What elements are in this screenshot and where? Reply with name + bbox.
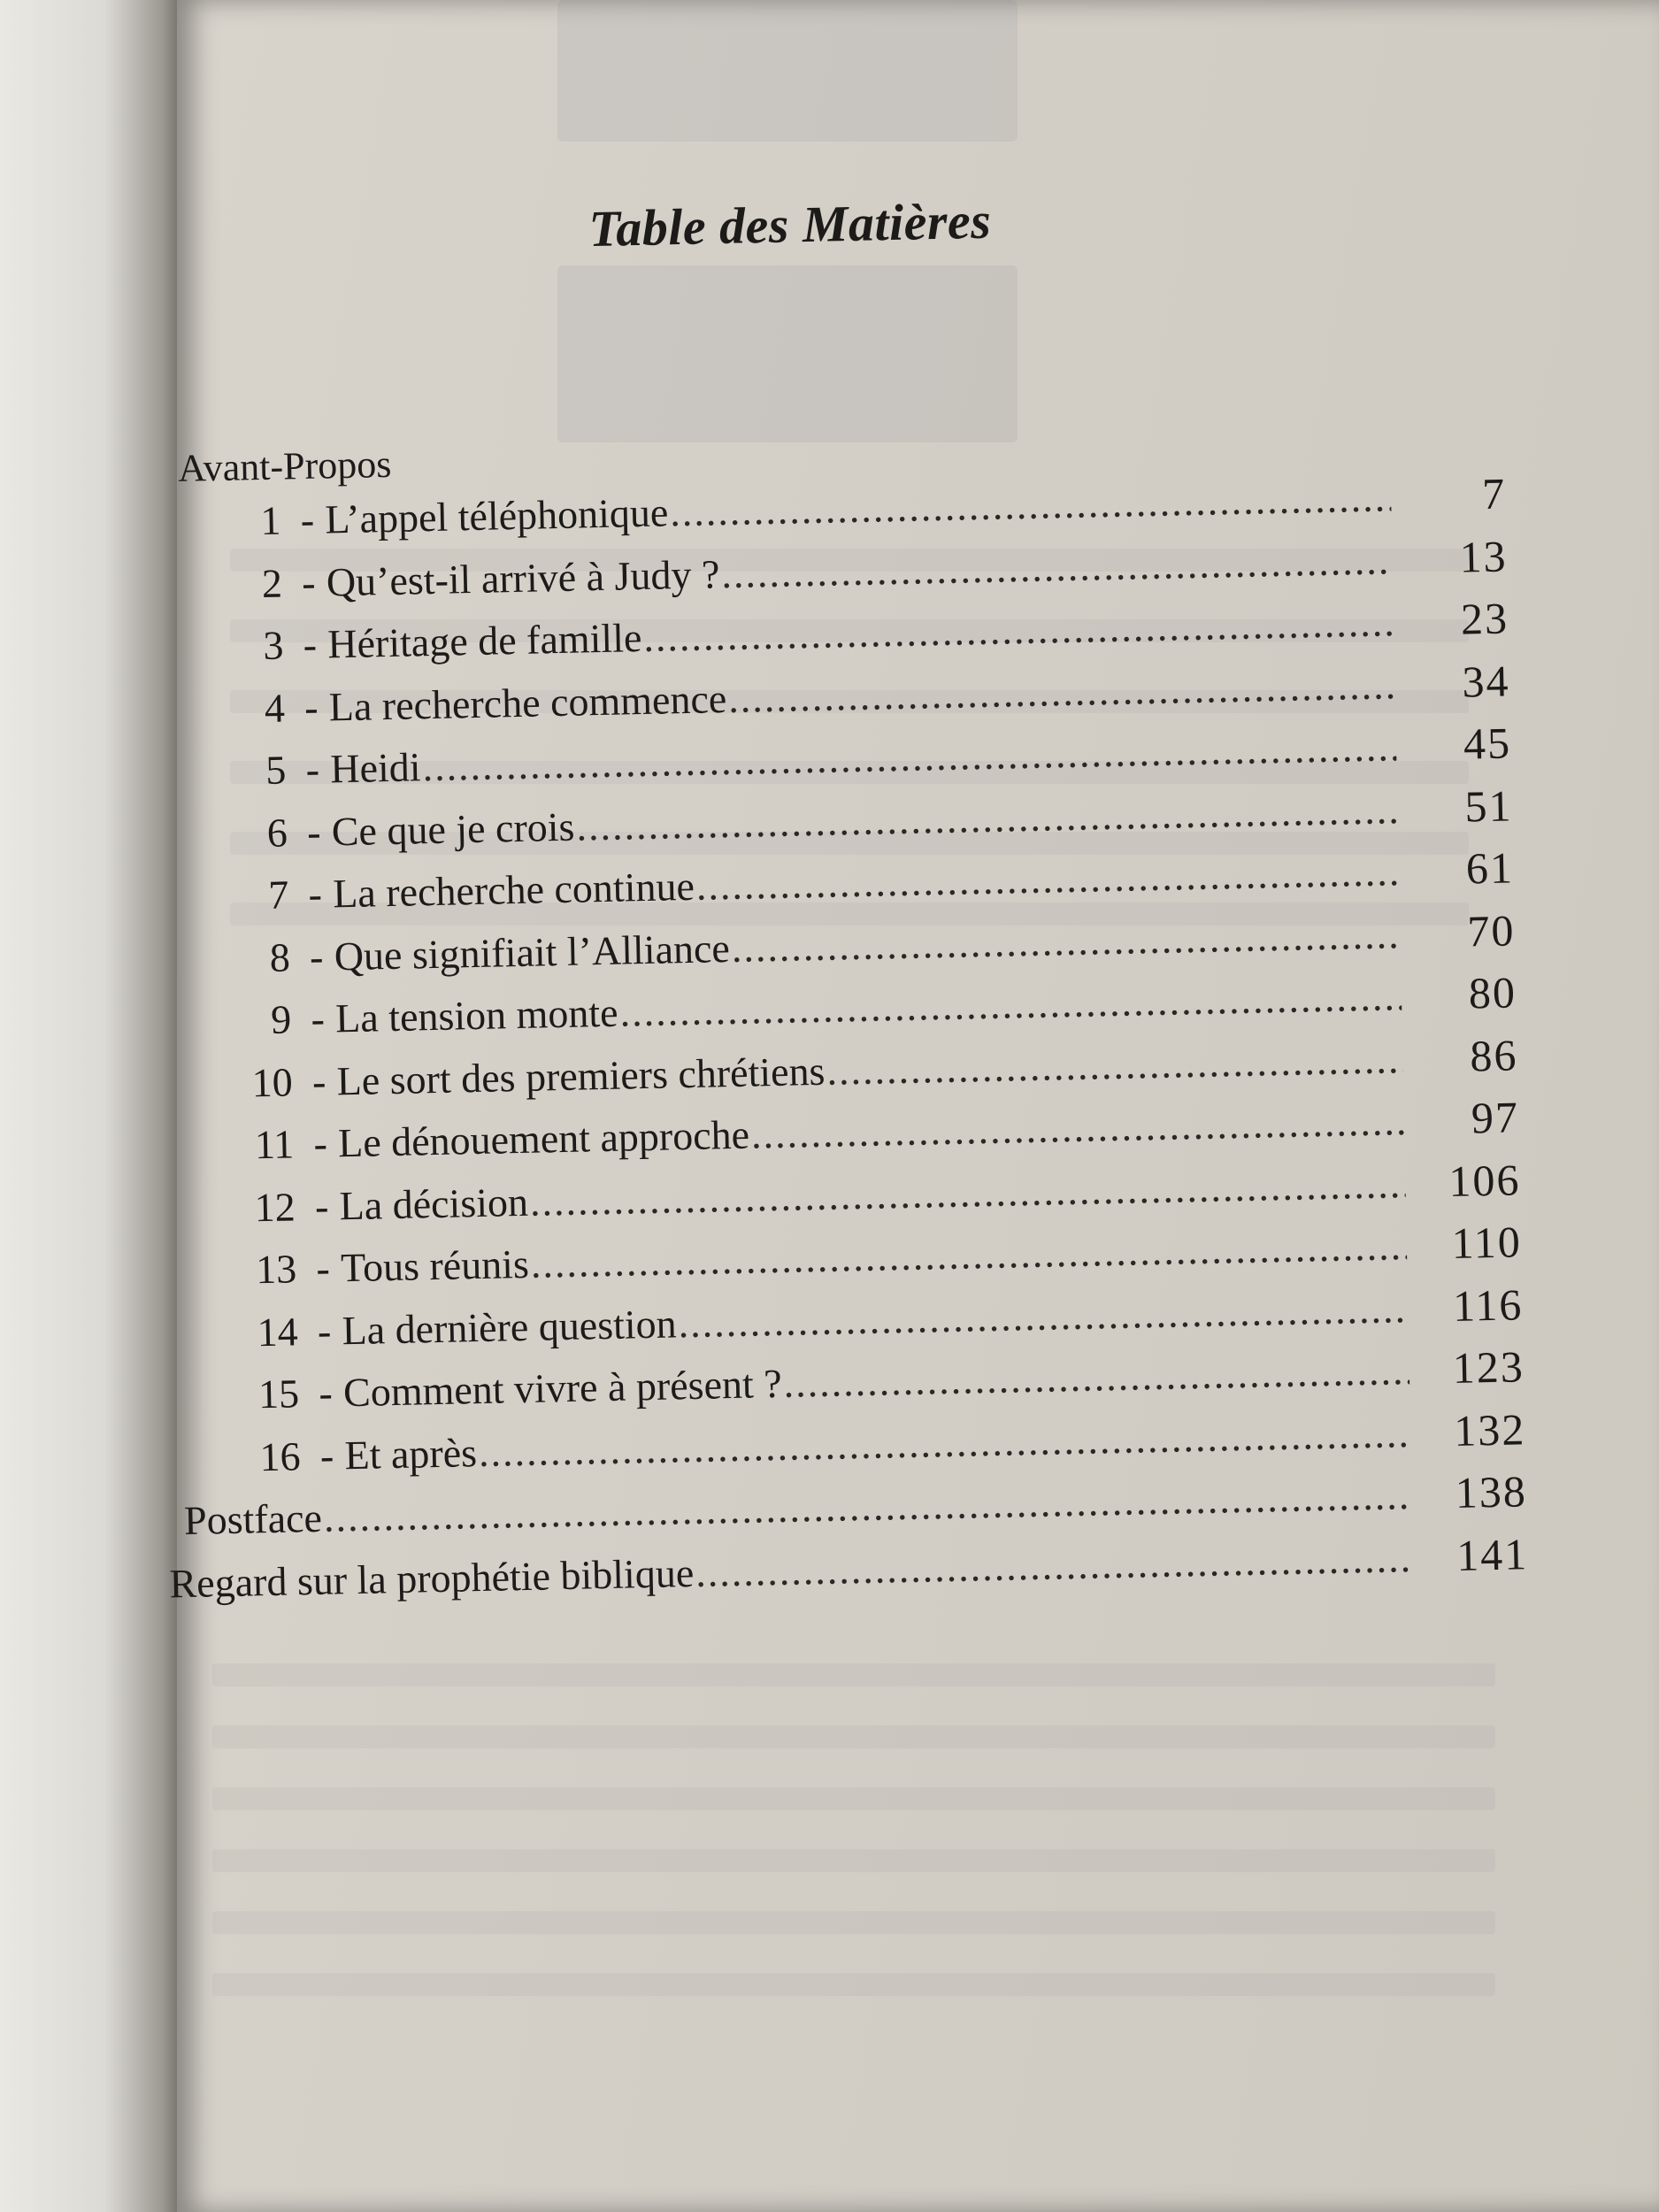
chapter-title: Et après [344,1429,478,1478]
chapter-title: Qu’est-il arrivé à Judy ? [326,550,720,604]
chapter-number: 10 [251,1058,294,1105]
chapter-title: La dernière question [342,1300,678,1353]
chapter-number: 6 [266,809,288,856]
page-number: 7 [1481,468,1507,519]
page-number: 110 [1451,1217,1523,1268]
page-number: 13 [1458,530,1509,582]
page-number: 141 [1455,1528,1529,1580]
leader-dots [731,910,1401,972]
separator-dash: - [318,1370,334,1416]
separator-dash: - [319,1432,334,1479]
leader-dots [695,1533,1414,1595]
leader-dots [728,661,1395,722]
chapter-number: 16 [259,1432,302,1479]
chapter-title: L’appel téléphonique [324,489,669,542]
page-number: 132 [1453,1403,1526,1455]
chapter-title: La recherche commence [328,675,727,729]
chapter-number: 12 [254,1183,296,1230]
leader-dots [783,1347,1409,1407]
chapter-number: 13 [255,1246,297,1293]
chapter-number: 8 [269,933,291,980]
page-number: 106 [1448,1154,1521,1206]
chapter-title: Tous réunis [340,1240,530,1291]
page-number: 80 [1468,967,1517,1018]
page-number: 34 [1461,655,1511,707]
leader-dots [750,1097,1404,1157]
separator-dash: - [308,871,323,917]
chapter-number: 14 [257,1308,299,1355]
leader-dots [670,473,1392,535]
page-number: 138 [1455,1466,1528,1517]
chapter-title: Comment vivre à présent ? [342,1360,783,1416]
page-number: 23 [1460,593,1509,644]
leader-dots [643,598,1394,661]
section-title: Postface [183,1494,323,1544]
separator-dash: - [301,559,317,605]
chapter-title: Heidi [329,744,422,792]
chapter-number: 5 [265,747,287,793]
separator-dash: - [303,684,319,730]
separator-dash: - [303,621,318,668]
chapter-number: 15 [257,1371,300,1417]
leader-dots [619,972,1402,1035]
separator-dash: - [306,809,321,855]
leader-dots [721,536,1393,597]
leader-dots [826,1035,1403,1094]
chapter-number: 2 [261,560,283,606]
chapter-number: 11 [254,1121,295,1168]
separator-dash: - [314,1183,329,1229]
page-number: 116 [1452,1279,1524,1331]
separator-dash: - [311,1058,326,1104]
page-number: 45 [1463,718,1512,769]
avant-propos-label: Avant-Propos [177,442,392,490]
chapter-number: 1 [259,497,281,543]
chapter-number: 7 [267,872,289,918]
page-number: 86 [1469,1029,1518,1080]
separator-dash: - [300,496,315,543]
separator-dash: - [311,995,326,1041]
chapter-number: 4 [264,684,286,731]
chapter-title: La décision [339,1179,529,1228]
chapter-title: Que signifiait l’Alliance [334,925,731,979]
chapter-title: Héritage de famille [326,615,642,667]
chapter-number: 9 [270,996,292,1042]
section-title: Regard sur la prophétie biblique [169,1549,695,1606]
leader-dots [678,1285,1409,1347]
chapter-number: 3 [262,622,284,668]
separator-dash: - [317,1308,332,1354]
separator-dash: - [305,746,320,792]
page-number: 51 [1463,780,1514,832]
toc-title: Table des Matières [588,191,992,258]
chapter-list [179,468,1526,1494]
chapter-title: La tension monte [334,989,619,1041]
chapter-title: Ce que je crois [331,803,575,854]
toc-entries [169,415,1530,1618]
separator-dash: - [312,1120,328,1166]
separator-dash: - [315,1245,331,1291]
facing-page-edge [0,0,190,2212]
leader-dots [695,848,1399,910]
page-number: 123 [1452,1341,1525,1393]
page-number: 61 [1465,842,1515,894]
page-number: 97 [1471,1092,1520,1143]
chapter-title: Le sort des premiers chrétiens [336,1048,826,1103]
page-number: 70 [1466,904,1517,956]
chapter-title: La recherche continue [332,863,695,917]
chapter-title: Le dénouement approche [337,1111,750,1166]
separator-dash: - [309,933,324,979]
